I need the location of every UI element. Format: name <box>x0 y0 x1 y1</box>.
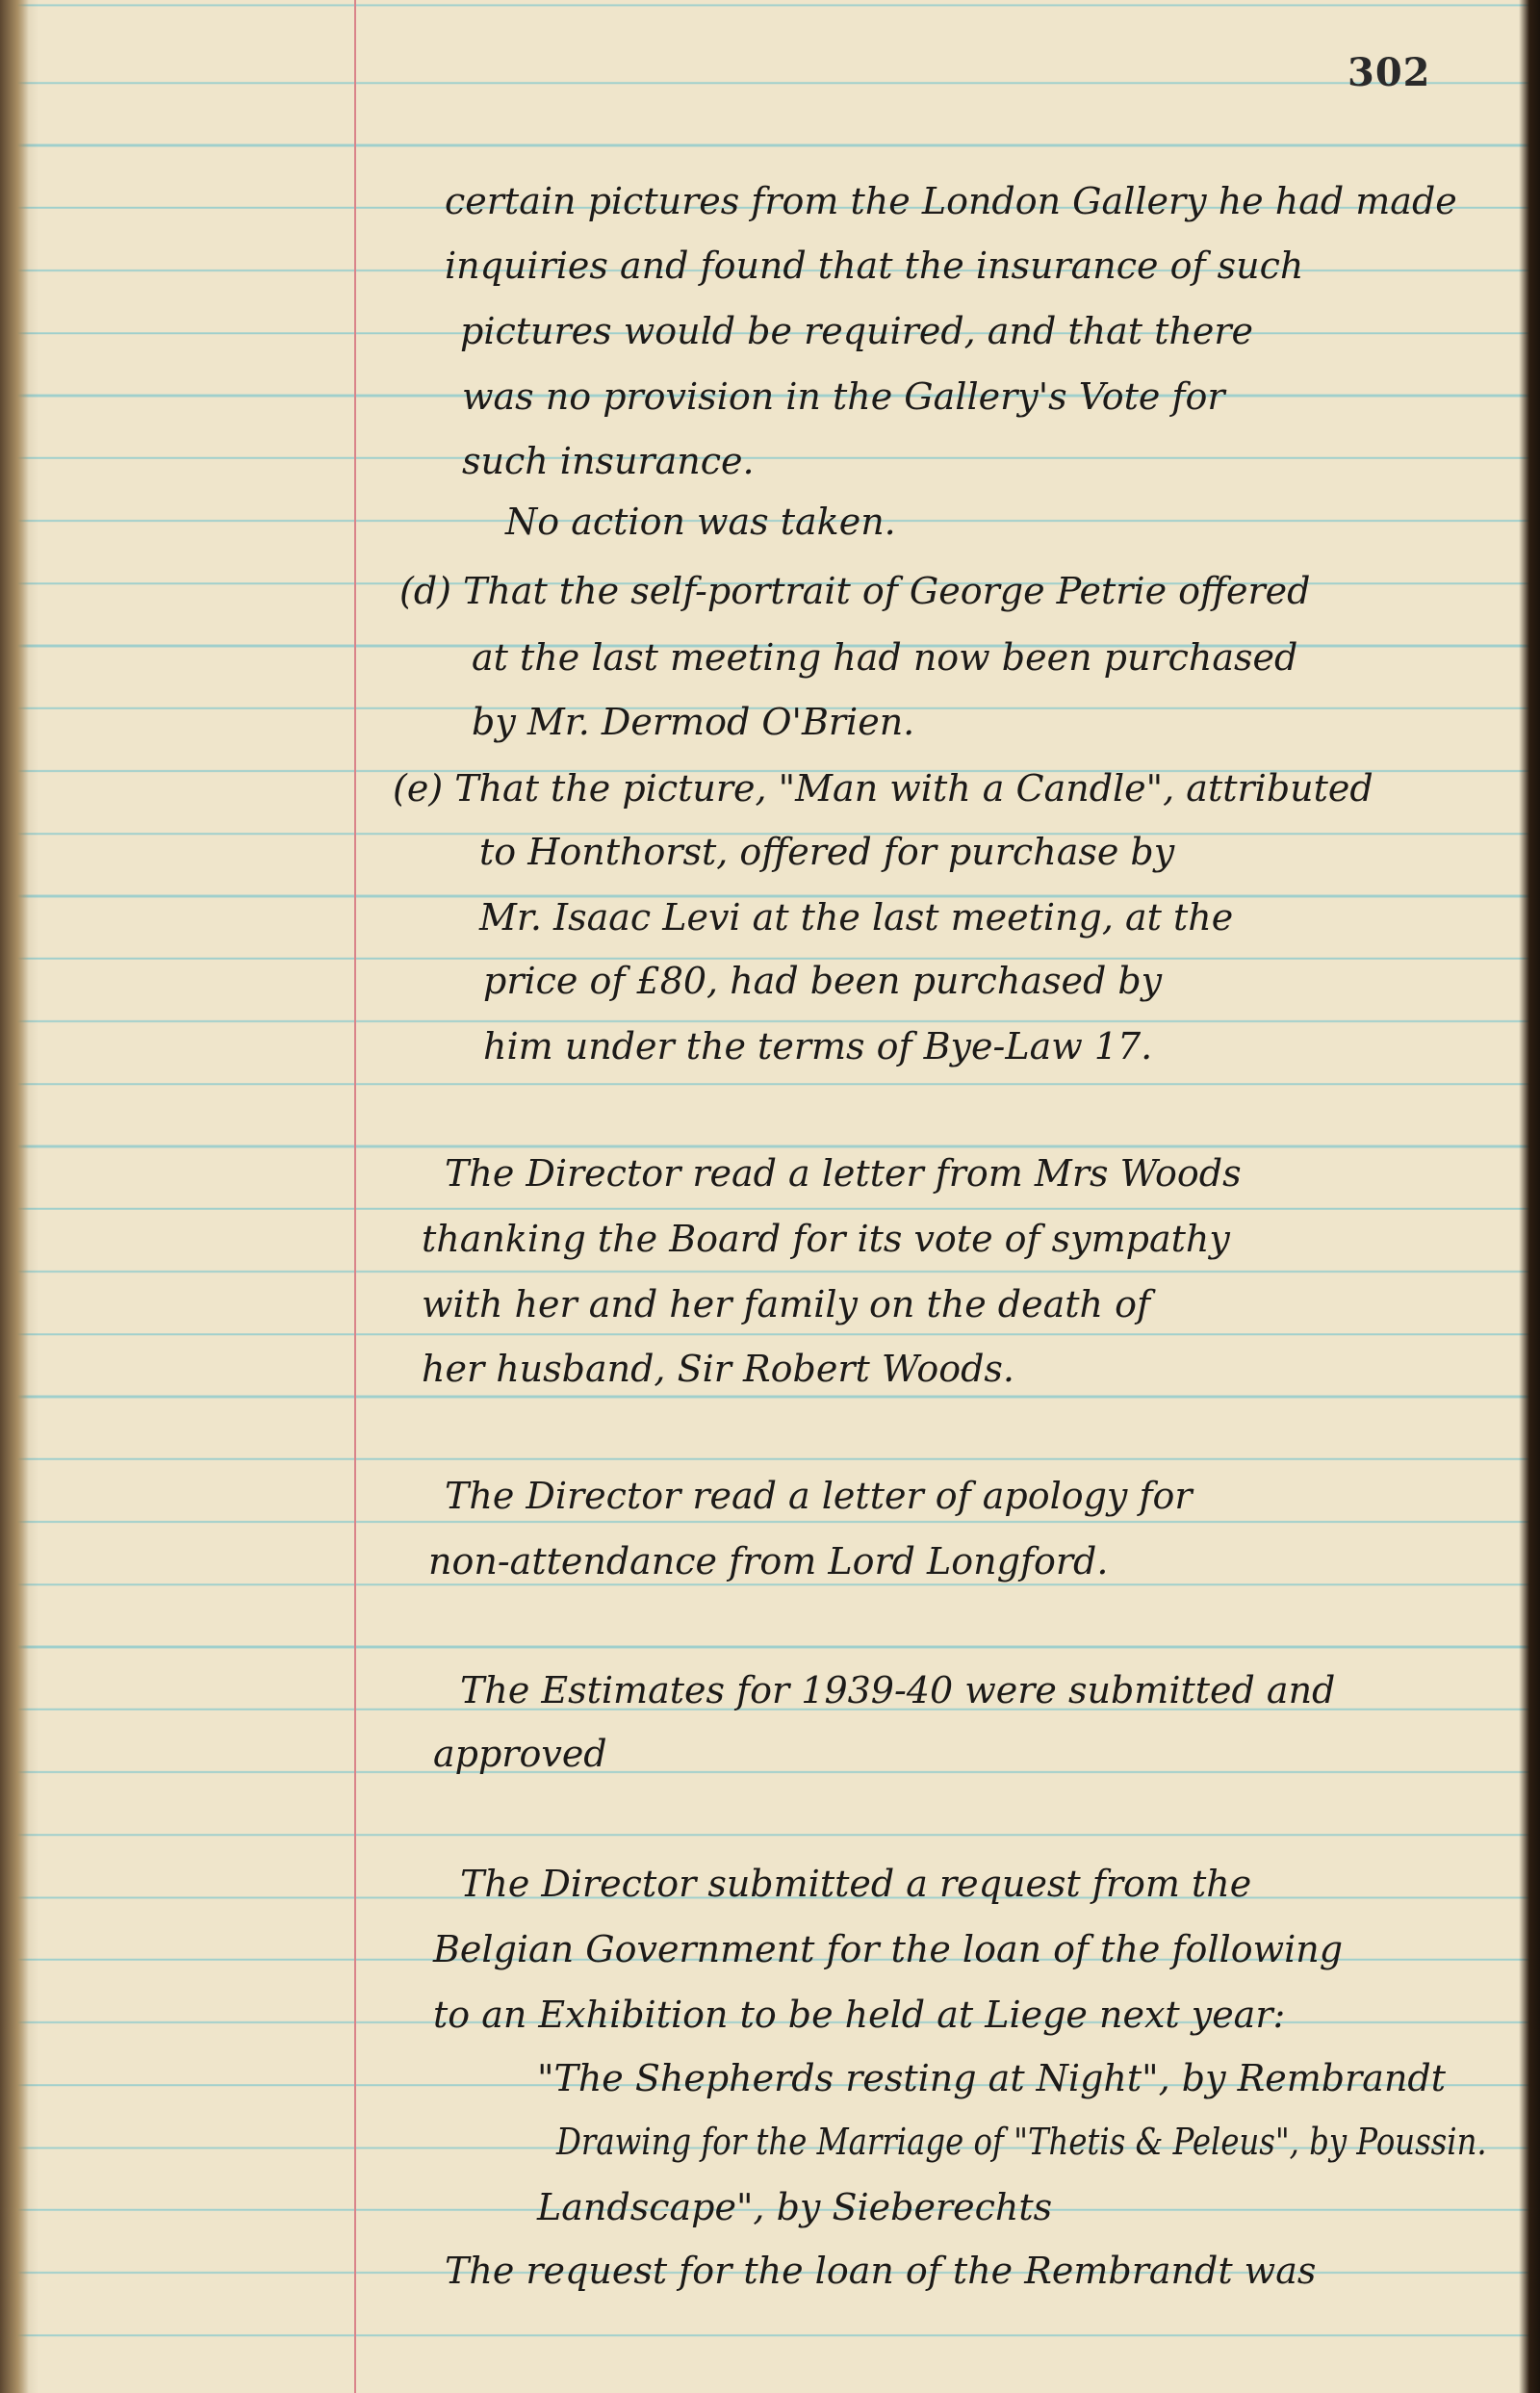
text-line: to an Exhibition to be held at Liege next year: <box>433 1994 1286 2036</box>
text-line: was no provision in the Gallery's Vote for <box>462 375 1225 418</box>
text-line: thanking the Board for its vote of sympathy <box>422 1218 1230 1260</box>
text-line: to Honthorst, offered for purchase by <box>479 831 1175 873</box>
text-line: non-attendance from Lord Longford. <box>428 1540 1109 1582</box>
text-line: by Mr. Dermod O'Brien. <box>472 701 915 743</box>
text-line: her husband, Sir Robert Woods. <box>422 1348 1014 1390</box>
text-line: such insurance. <box>462 440 755 482</box>
text-line: pictures would be required, and that there <box>460 310 1253 352</box>
text-line: him under the terms of Bye-Law 17. <box>483 1025 1153 1068</box>
text-line: with her and her family on the death of <box>422 1283 1151 1325</box>
text-line: certain pictures from the London Gallery he had made <box>445 180 1457 222</box>
folio-number: 302 <box>1348 50 1431 95</box>
text-line: Landscape", by Sieberechts <box>537 2186 1053 2228</box>
text-line: Mr. Isaac Levi at the last meeting, at the <box>479 896 1234 939</box>
text-line: (e) That the picture, "Man with a Candle", attributed <box>393 767 1373 810</box>
text-line: The request for the loan of the Rembrandt was <box>445 2250 1317 2292</box>
text-line: at the last meeting had now been purchased <box>472 636 1298 679</box>
text-line: "The Shepherds resting at Night", by Rembrandt <box>537 2057 1447 2099</box>
text-line: No action was taken. <box>505 501 896 543</box>
text-line: The Estimates for 1939-40 were submitted and <box>460 1669 1336 1711</box>
text-line: inquiries and found that the insurance of such <box>445 244 1304 287</box>
text-line: The Director read a letter of apology for <box>445 1475 1193 1517</box>
text-line: approved <box>433 1733 607 1775</box>
page-binding-edge <box>0 0 29 2393</box>
text-line: price of £80, had been purchased by <box>483 960 1163 1002</box>
page-fore-edge <box>1519 0 1540 2393</box>
text-line: The Director read a letter from Mrs Woods <box>445 1152 1242 1195</box>
margin-rule <box>354 0 356 2393</box>
text-line: (d) That the self-portrait of George Petrie offered <box>399 570 1311 612</box>
text-line: The Director submitted a request from the <box>460 1863 1252 1905</box>
text-line: Drawing for the Marriage of "Thetis & Peleus", by Poussin. <box>556 2121 1487 2163</box>
text-line: Belgian Government for the loan of the following <box>433 1928 1344 1970</box>
